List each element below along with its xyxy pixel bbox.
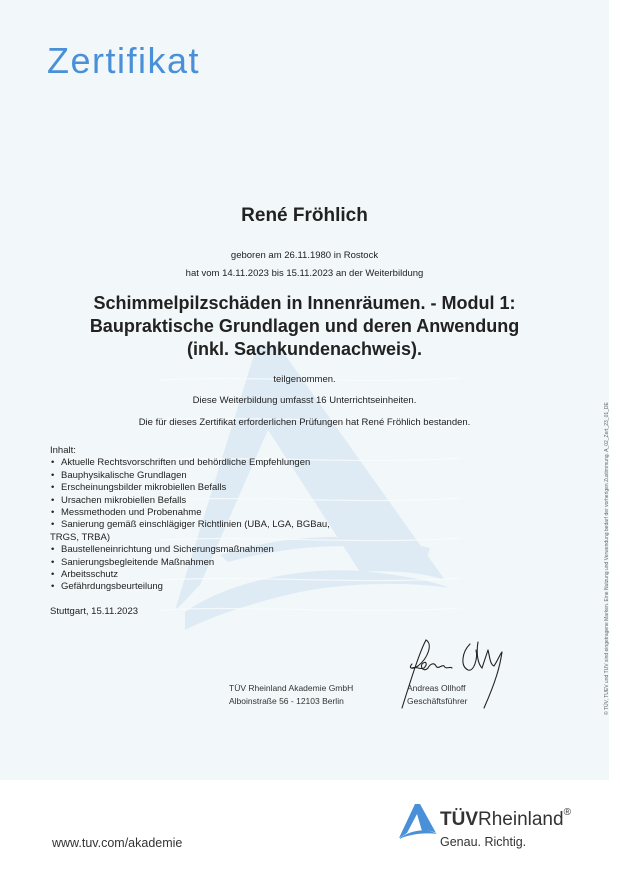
list-item: • Erscheinungsbilder mikrobiellen Befalls — [50, 482, 390, 494]
exam-passed-statement: Die für dieses Zertifikat erforderlichen Prüfungen hat René Fröhlich bestanden. — [138, 417, 471, 428]
course-title-line: Schimmelpilzschäden in Innenräumen. - Modul 1: — [93, 293, 516, 313]
list-item: • Sanierung gemäß einschlägiger Richtlinien (UBA, LGA, BGBau, — [50, 519, 390, 531]
tuv-rheinland-logo — [398, 803, 620, 853]
issuer-organization — [229, 682, 353, 708]
issuer-name: TÜV Rheinland Akademie GmbH — [229, 683, 354, 693]
training-period: hat vom 14.11.2023 bis 15.11.2023 an der Weiterbildung — [185, 268, 424, 279]
contents-list — [50, 457, 390, 593]
background-wave-edge — [0, 700, 609, 790]
signer-block — [407, 682, 467, 708]
place-and-date: Stuttgart, 15.11.2023 — [50, 606, 139, 617]
certificate-title: Zertifikat — [47, 40, 201, 81]
list-item: • Arbeitsschutz — [50, 569, 390, 581]
list-item: • Bauphysikalische Grundlagen — [50, 470, 390, 482]
signer-name: Andreas Ollhoff — [407, 683, 466, 693]
course-contents — [50, 445, 390, 594]
course-title-line: (inkl. Sachkundenachweis). — [186, 339, 423, 359]
signer-title: Geschäftsführer — [407, 696, 468, 706]
contents-label: Inhalt: — [50, 445, 76, 456]
recipient-name: René Fröhlich — [241, 205, 368, 226]
brand-bold: TÜV — [440, 809, 478, 830]
registered-mark: ® — [563, 807, 571, 818]
participation-statement: teilgenommen. — [273, 374, 336, 385]
list-item: • Gefährdungsbeurteilung — [50, 581, 390, 593]
brand-tagline: Genau. Richtig. — [440, 835, 527, 849]
list-item: • Aktuelle Rechtsvorschriften und behördliche Empfehlungen — [50, 457, 390, 469]
list-item: • Baustelleneinrichtung und Sicherungsmaßnahmen — [50, 544, 390, 556]
brand-name — [440, 809, 571, 831]
list-item: • Messmethoden und Probenahme — [50, 507, 390, 519]
course-title — [0, 292, 609, 361]
birth-info: geboren am 26.11.1980 in Rostock — [230, 250, 379, 261]
tuv-triangle-icon — [398, 803, 438, 839]
brand-regular: Rheinland — [478, 809, 564, 830]
trademark-notice: © TÜV, TUEV und TUV sind eingetragene Marken. Eine Nutzung und Verwendung bedarf der vorherigen Zustimmung. A_02_Zert_23_01_DE — [604, 402, 610, 715]
list-item: • Ursachen mikrobiellen Befalls — [50, 495, 390, 507]
course-title-line: Baupraktische Grundlagen und deren Anwendung — [89, 316, 520, 336]
training-hours: Diese Weiterbildung umfasst 16 Unterrichtseinheiten. — [192, 395, 417, 406]
list-item-continuation: TRGS, TRBA) — [50, 531, 110, 543]
list-item: • Sanierungsbegleitende Maßnahmen — [50, 557, 390, 569]
issuer-address: Alboinstraße 56 - 12103 Berlin — [229, 696, 344, 706]
footer-url: www.tuv.com/akademie — [52, 836, 183, 850]
